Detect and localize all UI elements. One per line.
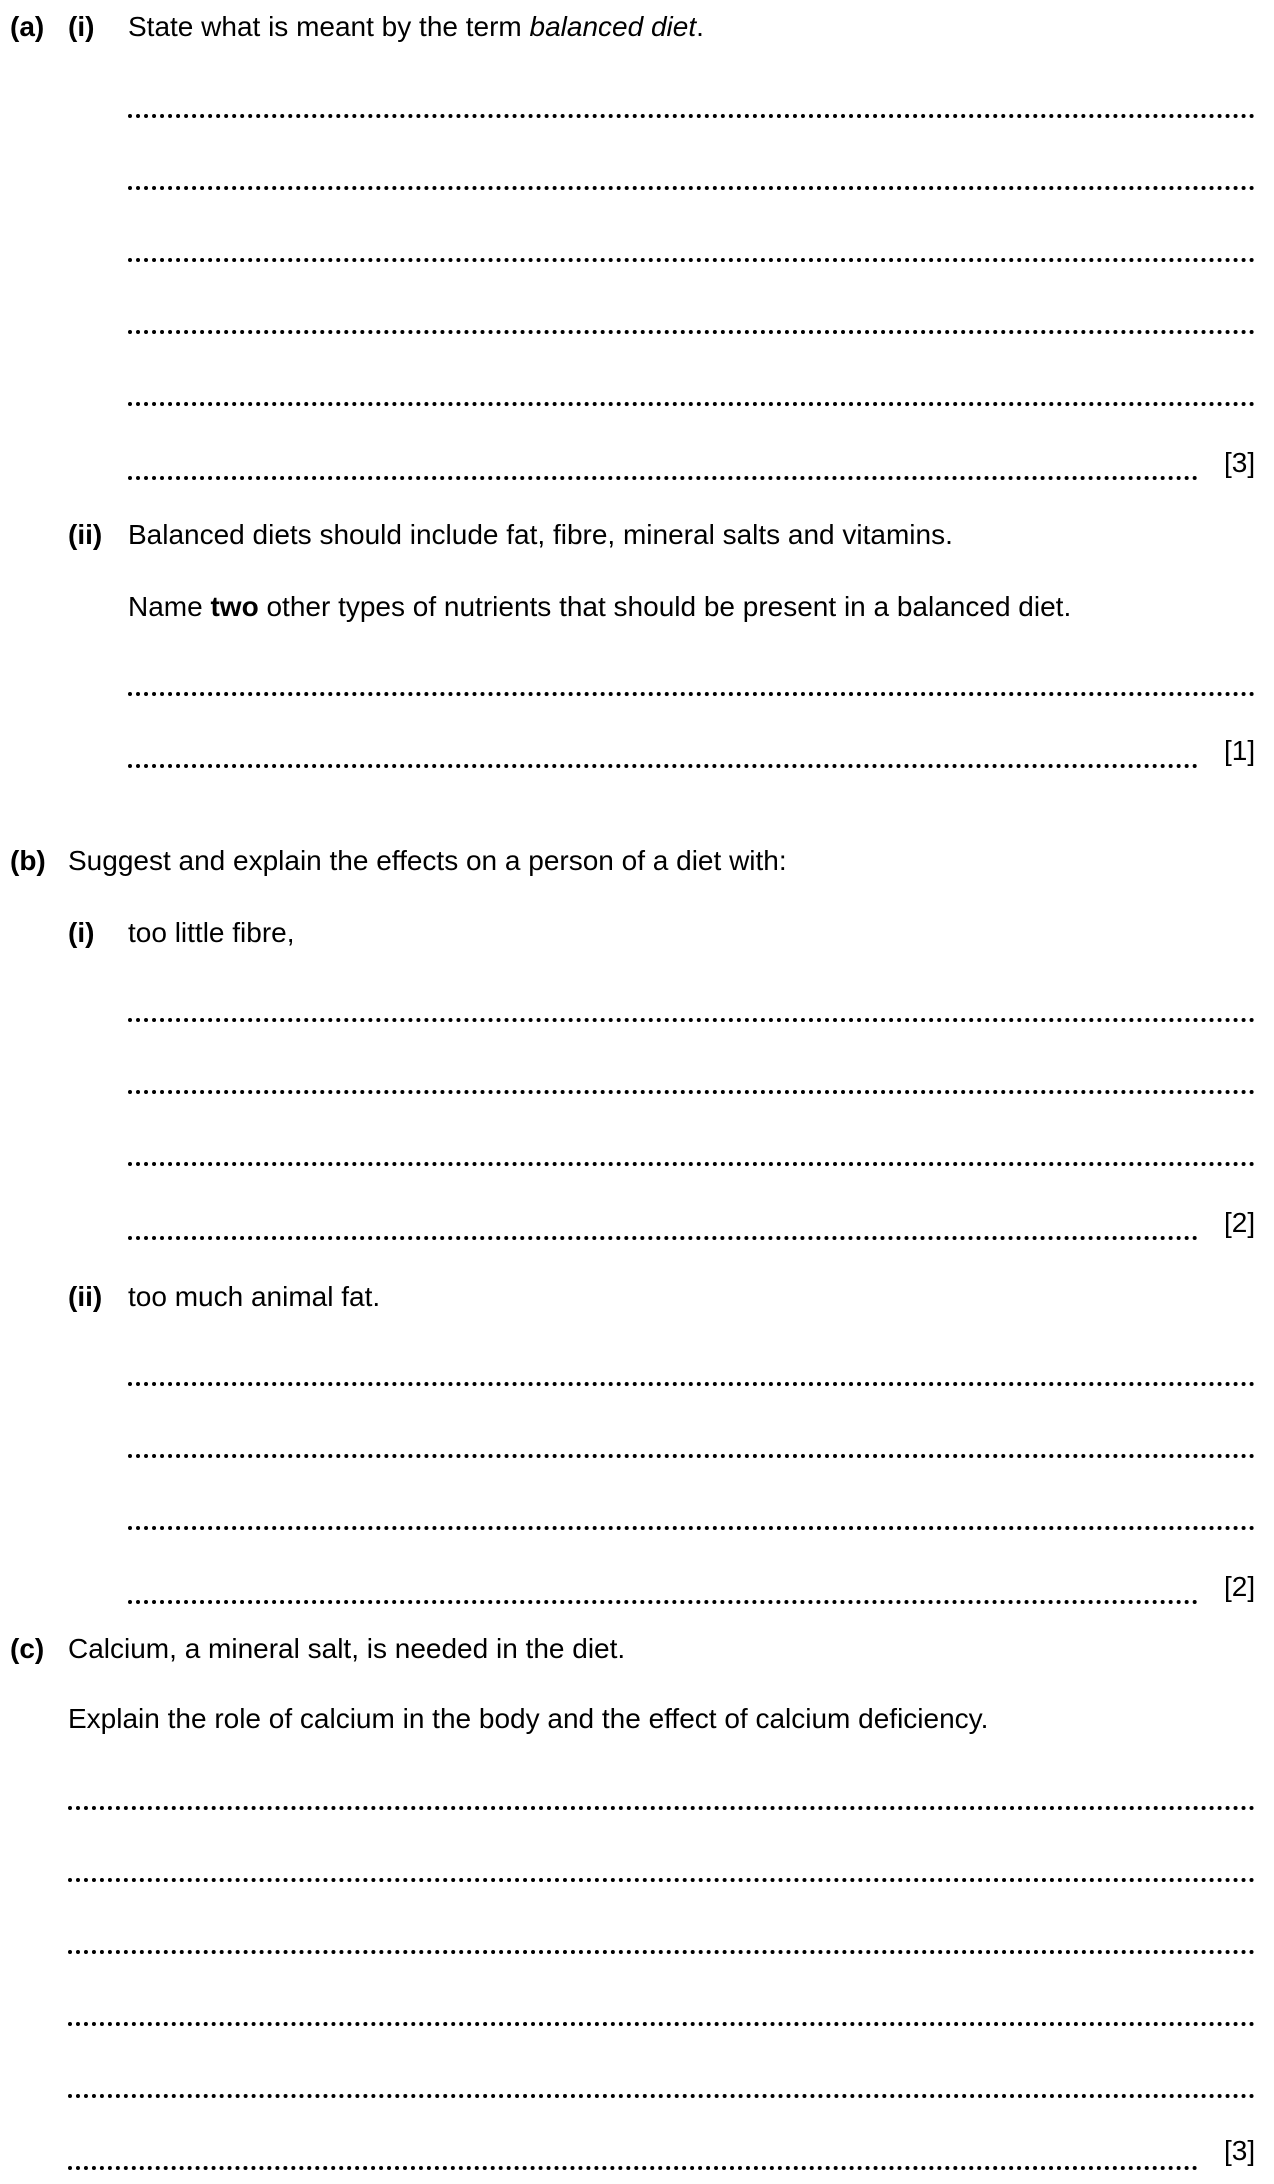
answer-line-c-2[interactable] [68,1878,1255,1882]
answer-line-a-i-4[interactable] [128,330,1255,334]
part-a-ii-statement: Balanced diets should include fat, fibre, mineral salts and vitamins. [128,519,953,550]
part-c-statement: Calcium, a mineral salt, is needed in the diet. [68,1633,626,1664]
part-a-ii-label: (ii) [68,519,103,550]
answer-line-b-ii-4[interactable] [128,1600,1198,1604]
part-c-question: Explain the role of calcium in the body and the effect of calcium deficiency. [68,1703,989,1734]
answer-line-c-6[interactable] [68,2166,1198,2170]
answer-line-b-i-2[interactable] [128,1090,1255,1094]
part-a-i-question: State what is meant by the term balanced diet. [128,11,704,42]
part-b-label: (b) [10,845,46,876]
answer-line-c-4[interactable] [68,2022,1255,2026]
answer-line-b-i-4[interactable] [128,1236,1198,1240]
answer-line-c-5[interactable] [68,2094,1255,2098]
answer-line-c-1[interactable] [68,1806,1255,1810]
mark-b-ii: [2] [1224,1571,1256,1602]
part-c-label: (c) [10,1633,45,1664]
answer-line-b-ii-3[interactable] [128,1526,1255,1530]
answer-line-a-i-1[interactable] [128,114,1255,118]
part-a-label: (a) [10,11,45,42]
answer-line-a-i-2[interactable] [128,186,1255,190]
mark-b-i: [2] [1224,1207,1256,1238]
part-a-i-label: (i) [68,11,95,42]
answer-line-a-i-5[interactable] [128,402,1255,406]
part-b-question: Suggest and explain the effects on a person of a diet with: [68,845,787,876]
answer-line-b-ii-1[interactable] [128,1382,1255,1386]
part-b-i-label: (i) [68,917,95,948]
answer-line-a-i-3[interactable] [128,258,1255,262]
answer-line-b-ii-2[interactable] [128,1454,1255,1458]
answer-line-b-i-1[interactable] [128,1018,1255,1022]
part-b-ii-label: (ii) [68,1281,103,1312]
answer-line-a-ii-1[interactable] [128,692,1255,696]
answer-line-a-ii-2[interactable] [128,764,1198,768]
mark-c: [3] [1224,2135,1256,2166]
part-b-i-text: too little fibre, [128,917,295,948]
mark-a-i: [3] [1224,447,1256,478]
mark-a-ii: [1] [1224,735,1256,766]
answer-line-b-i-3[interactable] [128,1162,1255,1166]
part-b-ii-text: too much animal fat. [128,1281,381,1312]
answer-line-c-3[interactable] [68,1950,1255,1954]
part-a-ii-question: Name two other types of nutrients that should be present in a balanced diet. [128,591,1072,622]
answer-line-a-i-6[interactable] [128,476,1198,480]
